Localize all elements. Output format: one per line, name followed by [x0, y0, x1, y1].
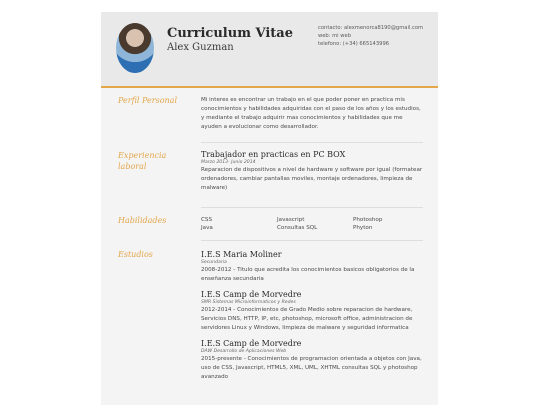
job-title: Trabajador en practicas en PC BOX	[201, 150, 346, 159]
contact-block	[318, 24, 423, 48]
studies-body	[201, 250, 423, 388]
cv-sheet	[101, 12, 438, 405]
contact-email[interactable]: contacto: alexmenorca8190@gmail.com	[318, 25, 424, 31]
skill-item: Consultas SQL	[277, 225, 318, 231]
person-name: Alex Guzman	[167, 42, 234, 53]
skill-item: Phyton	[353, 225, 373, 231]
cv-header	[101, 12, 438, 88]
avatar	[116, 23, 154, 73]
study-text: 2012-2014 - Conocimientos de Grado Medio sobre reparacion de hardware, Servicios DNS, HTTP, IP, etc, photoshop, microsoft office, administracion de servidores Linux y Windows, limpieza de malware y seguridad informatica	[201, 307, 413, 331]
study-text: 2015-presente - Conocimientos de programacion orientada a objetos con Java, uso de CSS, Javascript, HTML5, XML, UML, XHTML consultas SQL y photoshop avanzado	[201, 356, 422, 380]
job-description: Reparacion de dispositivos a nivel de hardware y software por igual (formatear ordenadores, cambiar pantallas moviles, montaje ordenadores, limpieza de malware)	[201, 167, 423, 191]
study-level: SMR Sistemas Microinformaticos y Redes	[201, 300, 296, 305]
study-school: I.E.S Camp de Morvedre	[201, 290, 302, 299]
contact-phone: telefono: (+34) 665143996	[318, 41, 390, 47]
study-item	[201, 290, 423, 333]
study-school: I.E.S Maria Moliner	[201, 250, 282, 259]
study-level: DAW Desarrollo de Aplicaciones Web	[201, 349, 287, 354]
skills-body	[201, 216, 423, 232]
section-title-experience: Experiencia laboral	[118, 151, 167, 171]
profile-body	[201, 96, 423, 132]
divider	[201, 142, 423, 143]
study-school: I.E.S Camp de Morvedre	[201, 339, 302, 348]
section-title-profile: Perfil Personal	[118, 96, 178, 105]
page-title: Curriculum Vitae	[167, 26, 293, 41]
profile-text: Mi interes es encontrar un trabajo en el que poder poner en practica mis conocimientos y habilidades adquiridas con el paso de los años y los estudios, y mediante el trabajo adquirir mas conocimientos y habilidades que me ayuden a evolucionar como desarrollador.	[201, 97, 421, 130]
skill-item: Photoshop	[353, 217, 383, 223]
job-dates: Marzo 2013- Junio 2014	[201, 160, 256, 165]
study-item	[201, 250, 423, 284]
divider	[201, 240, 423, 241]
section-title-studies: Estudios	[118, 250, 153, 259]
divider	[201, 207, 423, 208]
skill-item: CSS	[201, 217, 213, 223]
experience-body	[201, 150, 423, 193]
contact-web[interactable]: web: mi web	[318, 33, 351, 39]
skills-grid	[201, 216, 423, 232]
study-level: Secundaria	[201, 260, 227, 265]
skill-item: Javascript	[277, 217, 305, 223]
study-text: 2008-2012 - Titulo que acredita los conocimientos basicos obligatorios de la enseñanza secundaria	[201, 267, 415, 282]
study-item	[201, 339, 423, 382]
skill-item: Java	[201, 225, 213, 231]
section-title-skills: Habilidades	[118, 216, 167, 225]
